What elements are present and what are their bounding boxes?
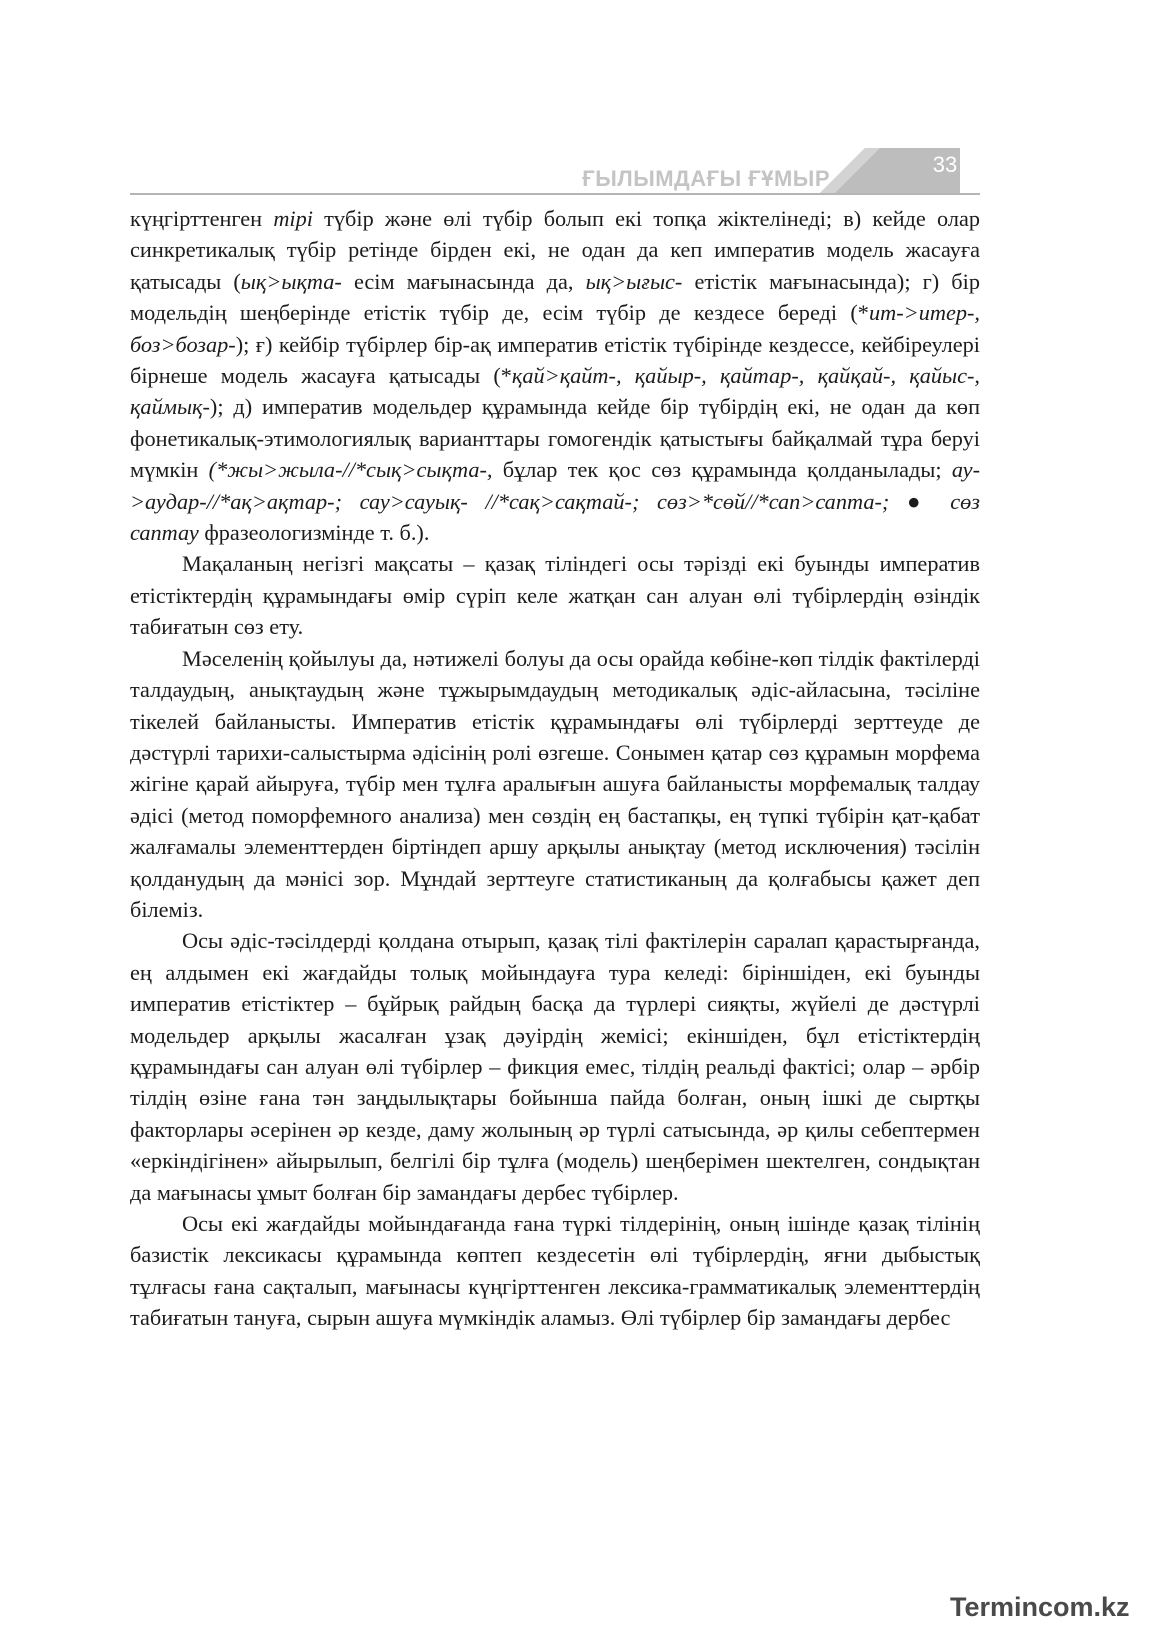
- text: бұлар тек қос сөз құрамында қолданылады;: [492, 457, 952, 483]
- text: Мәселенің қойылуы да, нәтижелі болуы да осы орайда көбіне-көп тілдік фактілерді талдаудың, анықтаудың және тұжырымдаудың методикалық әдіс-айласына, тәсіліне тікелей байланысты. Императив етістік құрамындағы өлі түбірлерді зерттеуде де дәстүрлі тарихи-салыстырма әдісінің ролі өзгеше. Сонымен қатар сөз құрамын морфема жігіне қарай айыруға, түбір мен тұлға аралығын ашуға байланысты морфемалық талдау әдісі (метод поморфемного анализа) мен сөздің ең бастапқы, ең түпкі түбірін қат-қабат жалғамалы элементтерден біртіндеп аршу арқылы анықтау (метод исключения) тәсілін қолданудың да мәнісі зор. Мұндай зерттеуге статистиканың да қолғабысы қажет деп білеміз.: [130, 645, 980, 922]
- text: есім мағынасында да,: [341, 268, 586, 294]
- text: ); д) императив модельдер құрамында кейде бір түбірдің екі, не одан да көп фонетикалық-этимологиялық варианттары гомогендік қатыстығы байқалмай тұра беруі мүмкін: [130, 394, 980, 483]
- text: фразеологизмінде т. б.).: [198, 520, 430, 546]
- text: түбір және өлі түбір болып екі топқа жіктелінеді; в) кейде олар синкретикалық түбір ретінде бірден екі, не одан да кеп императив модель жасауға қатысады (: [130, 206, 980, 294]
- text: Осы әдіс-тәсілдерді қолдана отырып, қазақ тілі фактілерін саралап қарастырғанда, ең алдымен екі жағдайды толық мойындауға тура келеді: біріншіден, екі буынды императив етістіктер – бұйрық райдың басқа да түрлері сияқты, жүйелі де дәстүрлі модельдер арқылы жасалған ұзақ дәуірдің жемісі; екіншіден, бұл етістіктердің құрамындағы сан алуан өлі түбірлер – фикция емес, тілдің реальді фактісі; олар – әрбір тілдің өзіне ғана тән заңдылықтары бойынша пайда болған, оның ішкі де сыртқы факторлары әсерінен әр кезде, даму жолының әр түрлі сатысында, әр қилы себептермен «еркіндігінен» айырылып, белгілі бір тұлға (модель) шеңберімен шектелген, сондықтан да мағынасы ұмыт болған бір замандағы дербес түбірлер.: [130, 928, 980, 1205]
- paragraph: [130, 548, 980, 642]
- text: күңгірттенген: [130, 206, 274, 231]
- text: Осы екі жағдайды мойындағанда ғана түркі тілдерінің, оның ішінде қазақ тілінің базистік лексикасы құрамында көптеп кездесетін өлі түбірлердің, яғни дыбыстық тұлғасы ғана сақталып, мағынасы күңгірттенген лексика-грамматикалық элементтердің табиғатын тануға, сырын ашуға мүмкіндік аламыз. Өлі түбірлер бір замандағы дербес: [130, 1211, 980, 1331]
- running-header: [130, 148, 980, 198]
- italic-text: ық>ығыс-: [585, 268, 683, 294]
- paragraph: [130, 643, 980, 926]
- italic-text: ық>ықта-: [240, 268, 342, 294]
- text: ); ғ) кейбір түбірлер бір-ақ императив етістік түбірінде кездессе, кейбіреулері бірнеше модель жасауға қатысады (*: [130, 331, 980, 389]
- watermark-logo: Termincom.kz: [950, 1592, 1130, 1622]
- paragraph: [130, 203, 980, 548]
- page-number: 33: [932, 152, 958, 177]
- text: етістік мағынасында); г) бір модельдің шеңберінде етістік түбір де, есім түбір де кездесе береді (*: [130, 268, 980, 326]
- text: Мақаланың негізгі мақсаты – қазақ тіліндегі осы тәрізді екі буынды императив етістіктердің құрамындағы өмір сүріп келе жатқан сан алуан өлі түбірлердің өзіндік табиғатын сөз ету.: [130, 551, 980, 640]
- italic-text: ит->итер-, боз>бозар-: [130, 300, 980, 357]
- running-header-title: ҒЫЛЫМДАҒЫ ҒҰМЫР: [582, 166, 830, 191]
- italic-text: тірі: [273, 206, 313, 231]
- italic-text: қай>қайт-, қайыр-, қайтар-, қайқай-, қайыс-, қаймық-: [130, 363, 980, 420]
- paragraph: [130, 925, 980, 1208]
- italic-text: (*жы>жыла-//*сық>сықта-,: [208, 457, 493, 483]
- italic-text: ау->аудар-//*ақ>ақтар-; сау>сауық- //*сақ>сақтай-; сөз>*сөй//*сап>сапта-; ● сөз саптау: [130, 457, 980, 546]
- paragraph: [130, 1208, 980, 1334]
- body-text: [130, 203, 980, 1334]
- header-rule: [130, 193, 980, 195]
